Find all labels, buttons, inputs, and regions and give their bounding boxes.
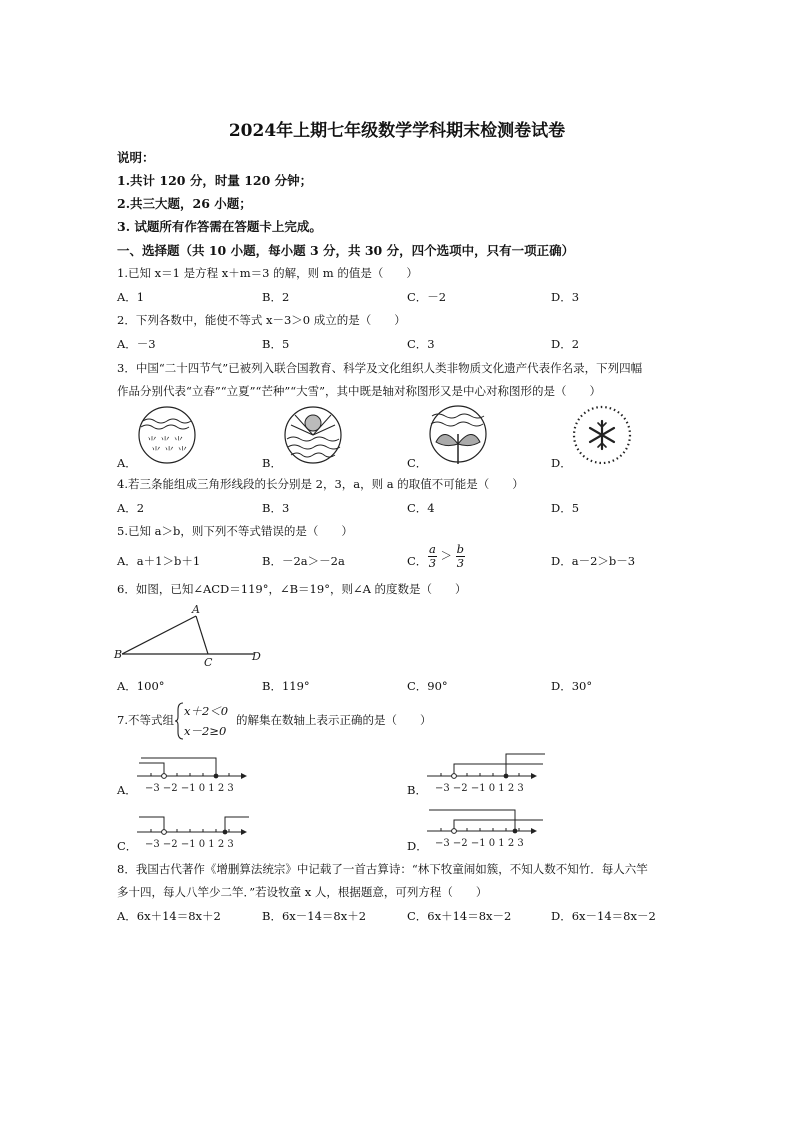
option-c: C．－2 — [407, 290, 447, 304]
notes-heading: 说明： — [117, 150, 155, 165]
number-line-b — [427, 752, 557, 796]
option-d: D．30° — [551, 679, 593, 693]
fraction-denominator: 3 — [428, 556, 437, 570]
axis-labels: −3 −2 −1 0 1 2 3 — [145, 839, 234, 850]
relation-symbol: ＞ — [440, 548, 453, 563]
inequality-2: x－2≥0 — [184, 724, 227, 738]
point-label-d: D — [252, 650, 261, 663]
note-item: 3. 试题所有作答需在答题卡上完成。 — [117, 219, 322, 234]
option-d: D．3 — [551, 290, 580, 304]
option-a: A． — [117, 456, 137, 470]
option-a: A．－3 — [117, 337, 156, 351]
option-a: A．1 — [117, 290, 145, 304]
axis-labels: −3 −2 −1 0 1 2 3 — [435, 838, 524, 849]
option-d: D． — [407, 839, 428, 853]
option-b: B．2 — [262, 290, 290, 304]
option-a: A．100° — [117, 679, 165, 693]
question-2: 2．下列各数中，能使不等式 x－3＞0 成立的是（ ） — [117, 313, 406, 327]
option-d: D．a－2＞b－3 — [551, 554, 636, 568]
number-line-d — [427, 807, 557, 851]
inequality-1: x＋2＜0 — [184, 704, 229, 718]
option-c: C．4 — [407, 501, 435, 515]
question-1: 1.已知 x＝1 是方程 x＋m＝3 的解，则 m 的值是（ ） — [117, 266, 418, 280]
option-b: B．6x－14＝8x＋2 — [262, 909, 367, 923]
question-8-line2: 多十四，每人八竿少二竿．”若设牧童 x 人，根据题意，可列方程（ ） — [117, 885, 488, 899]
option-b: B．－2a＞－2a — [262, 554, 345, 568]
option-d: D．5 — [551, 501, 580, 515]
option-a: A．2 — [117, 501, 145, 515]
question-4: 4.若三条能组成三角形线段的长分别是 2，3，a，则 a 的取值不可能是（ ） — [117, 477, 524, 491]
question-7-prefix: 7.不等式组 — [117, 713, 174, 727]
axis-labels: −3 −2 −1 0 1 2 3 — [145, 783, 234, 794]
svg-text:⺌ ⺌ ⺌: ⺌ ⺌ ⺌ — [147, 437, 184, 448]
point-label-a: A — [192, 603, 200, 616]
option-c-fraction — [428, 543, 465, 570]
option-b: B． — [407, 783, 427, 797]
question-5: 5.已知 a＞b，则下列不等式错误的是（ ） — [117, 524, 353, 538]
snowflake-emblem-icon — [572, 405, 632, 465]
option-c: C． — [117, 839, 138, 853]
note-item: 1.共计 120 分，时量 120 分钟； — [117, 173, 313, 188]
fraction-numerator: b — [456, 542, 465, 556]
question-6: 6．如图，已知∠ACD＝119°，∠B＝19°，则∠A 的度数是（ ） — [117, 582, 467, 596]
fraction-numerator: a — [429, 542, 436, 556]
number-line-c — [137, 813, 257, 853]
option-a: A． — [117, 783, 137, 797]
question-7-suffix: 的解集在数轴上表示正确的是（ ） — [236, 713, 432, 727]
option-d: D．6x－14＝8x－2 — [551, 909, 656, 923]
option-b: B．3 — [262, 501, 290, 515]
option-b: B． — [262, 456, 282, 470]
fraction-denominator: 3 — [456, 556, 465, 570]
option-b: B．5 — [262, 337, 290, 351]
brace-icon — [174, 702, 184, 740]
option-b: B．119° — [262, 679, 310, 693]
question-8-line1: 8．我国古代著作《增删算法统宗》中记载了一首古算诗：“林下牧童闹如簇，不知人数不知竹．每人六竿 — [117, 862, 648, 876]
option-a: A．6x＋14＝8x＋2 — [117, 909, 221, 923]
option-c: C．6x＋14＝8x－2 — [407, 909, 512, 923]
option-c: C．3 — [407, 337, 435, 351]
point-label-b: B — [114, 648, 123, 661]
option-c: C．90° — [407, 679, 448, 693]
grain-emblem-icon — [428, 404, 488, 466]
option-c: C． — [407, 456, 428, 470]
option-c: C． — [407, 554, 428, 568]
axis-labels: −3 −2 −1 0 1 2 3 — [435, 783, 524, 794]
option-a: A．a＋1＞b＋1 — [117, 554, 201, 568]
svg-text:⺌ ⺌ ⺌: ⺌ ⺌ ⺌ — [151, 447, 188, 458]
question-3-line1: 3．中国“二十四节气”已被列入联合国教育、科学及文化组织人类非物质文化遗产代表作名录，下列四幅 — [117, 361, 643, 375]
spring-emblem-icon — [137, 405, 197, 465]
question-3-line2: 作品分别代表“立春”“立夏”“芒种”“大雪”，其中既是轴对称图形又是中心对称图形的是（ ） — [117, 384, 602, 398]
triangle-figure — [114, 602, 274, 669]
page-title: 2024年上期七年级数学学科期末检测卷试卷 — [228, 121, 566, 141]
note-item: 2.共三大题，26 小题； — [117, 196, 252, 211]
number-line-a — [137, 757, 257, 797]
section-heading: 一、选择题（共 10 小题，每小题 3 分，共 30 分，四个选项中，只有一项正确） — [117, 243, 575, 258]
option-d: D． — [551, 456, 572, 470]
point-label-c: C — [204, 656, 213, 669]
summer-emblem-icon — [283, 405, 343, 465]
option-d: D．2 — [551, 337, 580, 351]
